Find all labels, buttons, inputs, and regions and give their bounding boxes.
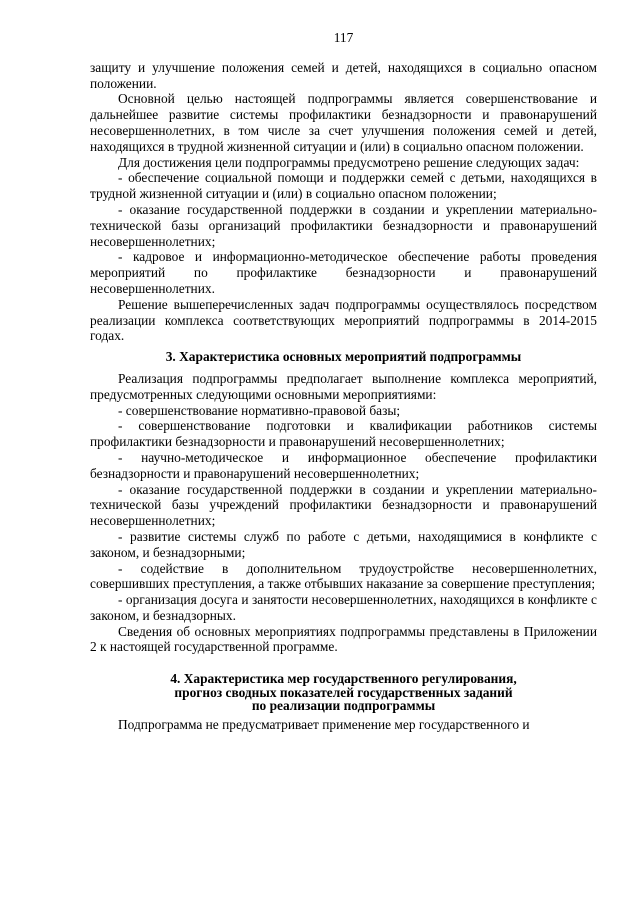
list-item: - оказание государственной поддержки в создании и укреплении материально-технической базы организаций профилактики безнадзорности и правонарушений несовершеннолетних; <box>90 201 597 249</box>
list-item: - научно-методическое и информационное обеспечение профилактики безнадзорности и правонарушений несовершеннолетних; <box>90 449 597 481</box>
list-item: - совершенствование нормативно-правовой базы; <box>118 402 401 418</box>
list-item: - обеспечение социальной помощи и поддержки семей с детьми, находящихся в трудной жизненной ситуации и (или) в социально опасном положении; <box>90 170 597 202</box>
list-item: - кадровое и информационно-методическое обеспечение работы проведения мероприятий по профилактике безнадзорности и правонарушений несовершеннолетних. <box>90 249 597 296</box>
paragraph-tasks-intro: Для достижения цели подпрограммы предусмотрено решение следующих задач: <box>118 154 580 170</box>
section-4-heading-line: прогноз сводных показателей государственных заданий <box>174 684 513 700</box>
section-4-heading-line: по реализации подпрограммы <box>251 698 436 714</box>
page-number: 117 <box>333 30 354 45</box>
section-3-closing: Сведения об основных мероприятиях подпрограммы представлены в Приложении 2 к настоящей государственной программе. <box>90 623 597 655</box>
paragraph-continuation: защиту и улучшение положения семей и детей, находящихся в социально опасном положении. <box>90 59 597 91</box>
section-4-heading <box>90 672 597 713</box>
list-item: - развитие системы служб по работе с детьми, находящимися в конфликте с законом, и безнадзорными; <box>90 528 597 560</box>
paragraph-tasks-result: Решение вышеперечисленных задач подпрограммы осуществлялось посредством реализации комплекса соответствующих мероприятий подпрограммы в 2014-2015 годах. <box>90 296 597 344</box>
paragraph-goal: Основной целью настоящей подпрограммы является совершенствование и дальнейшее развитие системы профилактики безнадзорности и правонарушений несовершеннолетних, в том числе за счет улучшения положения семей и детей, находящихся в трудной жизненной ситуации и (или) в социально опасном положении. <box>90 91 597 154</box>
tasks-list <box>90 170 597 296</box>
section-4-heading-line: 4. Характеристика мер государственного регулирования, <box>170 671 517 687</box>
list-item: - содействие в дополнительном трудоустройстве несовершеннолетних, совершивших преступления, а также отбывших наказание за совершение преступления; <box>90 560 597 592</box>
section-3-list <box>90 403 597 624</box>
section-4-first-paragraph: Подпрограмма не предусматривает применение мер государственного и <box>118 717 530 733</box>
section-3-heading: 3. Характеристика основных мероприятий подпрограммы <box>165 349 522 365</box>
list-item: - совершенствование подготовки и квалификации работников системы профилактики безнадзорности и правонарушений несовершеннолетних; <box>90 418 597 450</box>
list-item: - оказание государственной поддержки в создании и укреплении материально-технической базы учреждений профилактики безнадзорности и правонарушений несовершеннолетних; <box>90 481 597 529</box>
section-3-intro: Реализация подпрограммы предполагает выполнение комплекса мероприятий, предусмотренных следующими основными мероприятиями: <box>90 370 597 402</box>
document-page <box>90 30 597 733</box>
list-item: - организация досуга и занятости несовершеннолетних, находящихся в конфликте с законом, и безнадзорных. <box>90 592 597 623</box>
